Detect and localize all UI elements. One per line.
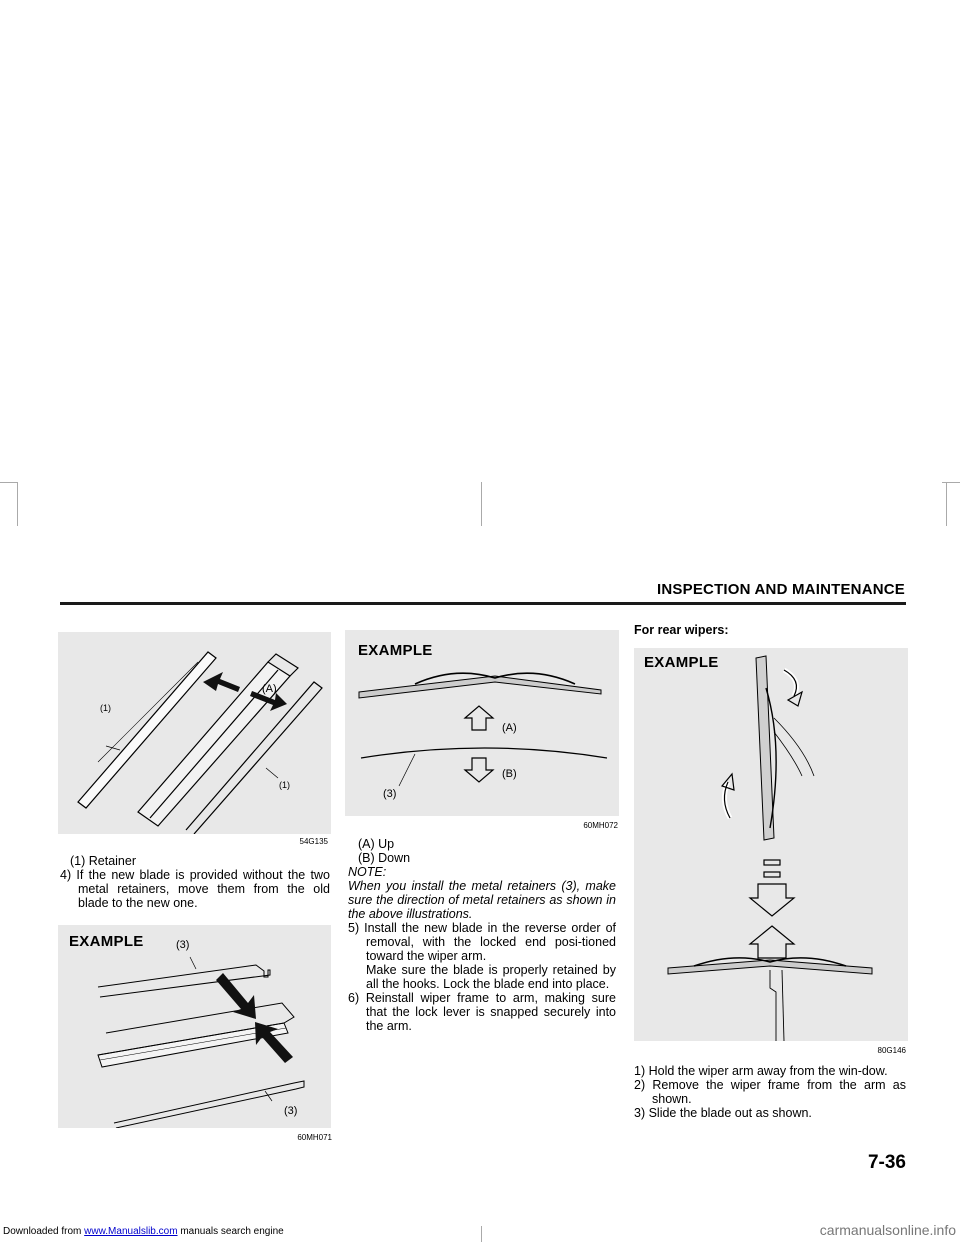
legend-up: (A) Up xyxy=(358,837,395,851)
step-3: 3) Slide the blade out as shown. xyxy=(634,1106,812,1120)
step-4: 4) If the new blade is provided without the two metal retainers, move them from the old blade to the new one. xyxy=(60,868,330,910)
label-1: (1) xyxy=(279,780,290,790)
label-a: (A) xyxy=(262,683,277,695)
example-label: EXAMPLE xyxy=(358,642,433,659)
crop-mark xyxy=(17,482,18,526)
column-1-text xyxy=(60,854,330,910)
rear-wipers-heading: For rear wipers: xyxy=(634,623,729,637)
legend-retainer: (1) Retainer xyxy=(70,854,136,868)
figure-rear-wiper xyxy=(634,648,908,1041)
label-b: (B) xyxy=(502,768,517,780)
figure-retainer-transfer xyxy=(58,925,331,1128)
note-body: When you install the metal retainers (3), make sure the direction of metal retainers as shown in the above illustrations. xyxy=(348,879,616,921)
figure-code: 80G146 xyxy=(877,1046,906,1055)
step-5: 5) Install the new blade in the reverse order of removal, with the locked end posi-tioned toward the wiper arm. xyxy=(348,921,616,963)
label-3: (3) xyxy=(383,788,397,800)
figure-retainer-removal xyxy=(58,632,331,834)
column-3-text xyxy=(634,1064,906,1120)
blade-transfer-illustration xyxy=(58,925,331,1128)
label-a: (A) xyxy=(502,722,517,734)
manualslib-link[interactable]: www.Manualslib.com xyxy=(84,1226,178,1237)
legend-down: (B) Down xyxy=(358,851,411,865)
example-label: EXAMPLE xyxy=(644,654,719,671)
step-1: 1) Hold the wiper arm away from the win-dow. xyxy=(634,1064,888,1078)
section-title: INSPECTION AND MAINTENANCE xyxy=(657,581,905,598)
note-title: NOTE: xyxy=(348,865,387,879)
watermark: carmanualsonline.info xyxy=(819,1222,956,1238)
step-5-detail: Make sure the blade is properly retained by all the hooks. Lock the blade end into place. xyxy=(366,963,616,991)
figure-retainer-direction xyxy=(345,630,619,816)
page-number: 7-36 xyxy=(867,1152,906,1173)
crop-mark xyxy=(481,482,482,526)
example-label: EXAMPLE xyxy=(69,933,144,950)
crop-mark xyxy=(0,482,18,483)
retainer-illustration xyxy=(58,632,331,834)
crop-mark xyxy=(481,1226,482,1242)
footer-prefix: Downloaded from xyxy=(3,1226,82,1237)
crop-mark xyxy=(942,482,960,483)
header-rule xyxy=(60,602,906,605)
footer-suffix: manuals search engine xyxy=(180,1226,284,1237)
label-3: (3) xyxy=(284,1105,298,1117)
step-6: 6) Reinstall wiper frame to arm, making sure that the lock lever is snapped securely into the arm. xyxy=(348,991,616,1033)
column-2-text xyxy=(348,837,616,1033)
figure-code: 54G135 xyxy=(299,837,328,846)
download-footer xyxy=(3,1226,284,1237)
figure-code: 60MH072 xyxy=(583,821,618,830)
label-1: (1) xyxy=(100,703,111,713)
figure-code: 60MH071 xyxy=(297,1133,332,1142)
step-2: 2) Remove the wiper frame from the arm as shown. xyxy=(634,1078,906,1106)
label-3: (3) xyxy=(176,939,190,951)
rear-wiper-illustration xyxy=(634,648,908,1041)
crop-mark xyxy=(946,482,947,526)
